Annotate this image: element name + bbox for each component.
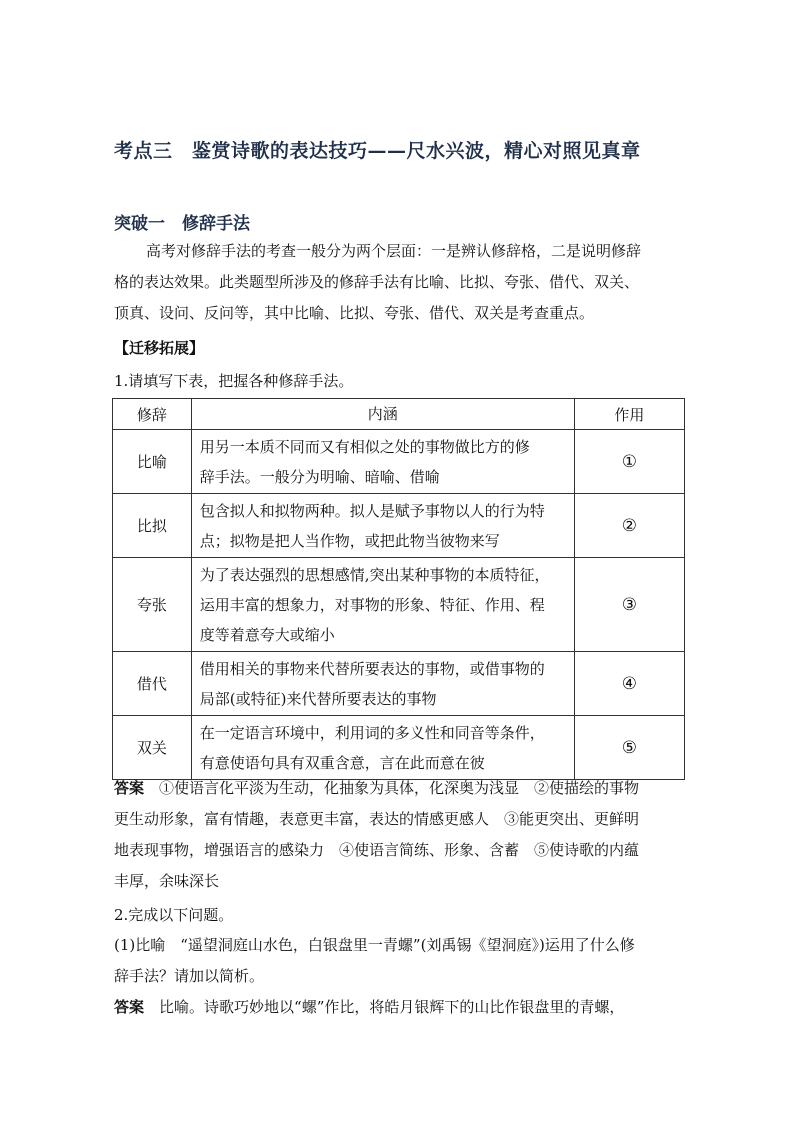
- answer-text: 比喻。诗歌巧妙地以“螺”作比，将皓月银辉下的山比作银盘里的青螺，: [159, 998, 625, 1016]
- answer-block-2: [114, 992, 688, 1023]
- device-name: 借代: [113, 652, 192, 716]
- definition-line: 局部(或特征)来代替所要表达的事物: [199, 689, 437, 708]
- device-name: 夸张: [113, 558, 192, 652]
- definition-line: 包含拟人和拟物两种。拟人是赋予事物以人的行为特: [199, 501, 545, 520]
- definition-line: 有意使语句具有双重含意，言在此而意在彼: [199, 753, 485, 772]
- answer-line: [114, 992, 688, 1023]
- effect-placeholder: ③: [574, 558, 684, 652]
- definition-line: 借用相关的事物来代替所要表达的事物，或借事物的: [199, 659, 545, 678]
- answer-text: ①使语言化平淡为生动，化抽象为具体，化深奥为浅显 ②使描绘的事物: [159, 779, 640, 797]
- table-row: [113, 430, 685, 494]
- definition-line: 为了表达强烈的思想感情,突出某种事物的本质特征，: [199, 565, 550, 584]
- effect-placeholder: ②: [574, 494, 684, 558]
- effect-placeholder: ④: [574, 652, 684, 716]
- table-header: 内涵: [191, 399, 574, 430]
- device-definition: [191, 558, 574, 652]
- table-row: [113, 494, 685, 558]
- definition-line: 辞手法。一般分为明喻、暗喻、借喻: [199, 467, 440, 486]
- answer-label: 答案: [114, 779, 145, 797]
- definition-line: 度等着意夸大或缩小: [199, 625, 335, 644]
- question-line: 辞手法？请加以简析。: [114, 967, 265, 985]
- device-definition: [191, 430, 574, 494]
- question-line: (1)比喻 “遥望洞庭山水色，白银盘里一青螺”(刘禹锡《望洞庭》)运用了什么修: [114, 936, 635, 954]
- intro-paragraph: [114, 236, 686, 329]
- answer-label: 答案: [114, 998, 145, 1016]
- table-header: 修辞: [113, 399, 192, 430]
- answer-line: 更生动形象，富有情趣，表意更丰富，表达的情感更感人 ③能更突出、更鲜明: [114, 810, 640, 828]
- table-row: [113, 716, 685, 780]
- answer-block: [114, 773, 688, 897]
- question-1: 1.请填写下表，把握各种修辞手法。: [114, 372, 354, 390]
- definition-line: 在一定语言环境中，利用词的多义性和同音等条件，: [199, 723, 545, 742]
- device-definition: [191, 716, 574, 780]
- definition-line: 用另一本质不同而又有相似之处的事物做比方的修: [199, 437, 530, 456]
- answer-line: 丰厚，余味深长: [114, 872, 220, 890]
- intro-line: 高考对修辞手法的考查一般分为两个层面：一是辨认修辞格，二是说明修辞: [146, 242, 642, 260]
- intro-line: 顶真、设问、反问等，其中比喻、比拟、夸张、借代、双关是考查重点。: [114, 304, 595, 322]
- device-name: 比拟: [113, 494, 192, 558]
- table-row: [113, 558, 685, 652]
- table-row: [113, 652, 685, 716]
- transfer-heading: 【迁移拓展】: [114, 339, 205, 357]
- device-name: 比喻: [113, 430, 192, 494]
- intro-line: 格的表达效果。此类题型所涉及的修辞手法有比喻、比拟、夸张、借代、双关、: [114, 273, 640, 291]
- page-title: 考点三 鉴赏诗歌的表达技巧——尺水兴波，精心对照见真章: [114, 140, 641, 162]
- answer-line: 地表现事物，增强语言的感染力 ④使语言简练、形象、含蓄 ⑤使诗歌的内蕴: [114, 841, 640, 859]
- rhetoric-table: [112, 398, 685, 780]
- device-definition: [191, 494, 574, 558]
- section-title: 突破一 修辞手法: [114, 214, 250, 234]
- effect-placeholder: ①: [574, 430, 684, 494]
- question-2-1: [114, 930, 688, 992]
- table-header-row: [113, 399, 685, 430]
- effect-placeholder: ⑤: [574, 716, 684, 780]
- question-2: 2.完成以下问题。: [114, 906, 234, 924]
- answer-line: [114, 773, 688, 804]
- definition-line: 运用丰富的想象力，对事物的形象、特征、作用、程: [199, 595, 545, 614]
- table-header: 作用: [574, 399, 684, 430]
- device-definition: [191, 652, 574, 716]
- definition-line: 点；拟物是把人当作物，或把此物当彼物来写: [199, 531, 500, 550]
- device-name: 双关: [113, 716, 192, 780]
